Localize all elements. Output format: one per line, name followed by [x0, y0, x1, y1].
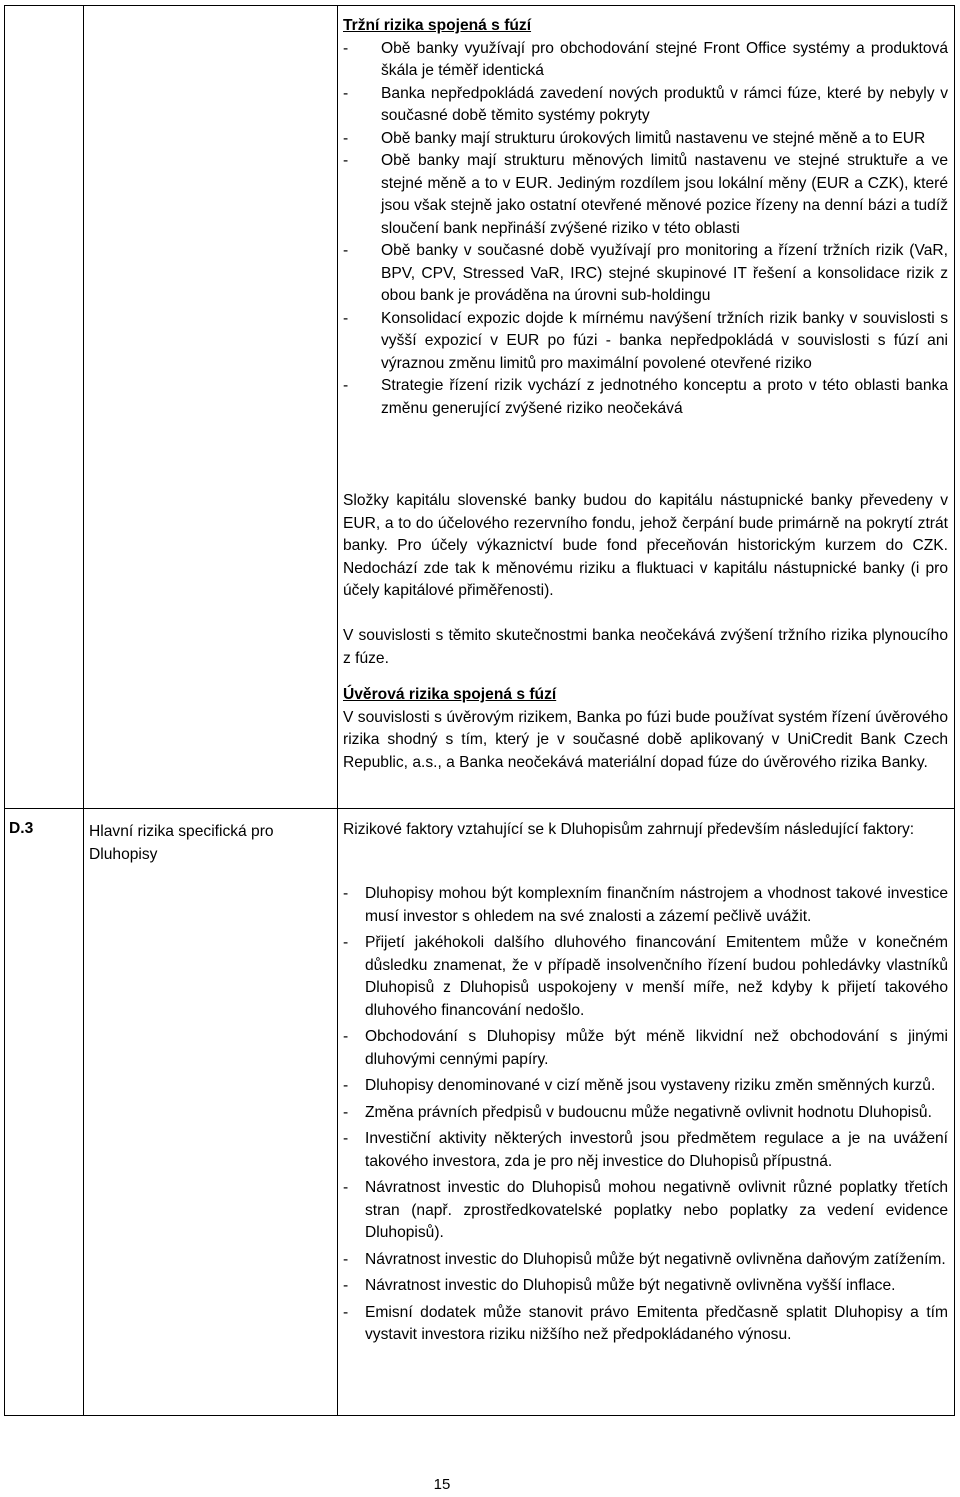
list-item: - Obě banky v současné době využívají pro monitoring a řízení tržních rizik (VaR, BPV, CPV, Stressed VaR, IRC) stejné skupinové IT řešení a konsolidace rizik z obou bank je prováděna na úrovni sub-holdingu: [343, 242, 948, 304]
capital-paragraph: Složky kapitálu slovenské banky budou do kapitálu nástupnické banky převedeny v EUR, a to do účelového rezervního fondu, jehož čerpání bude primárně na pokrytí ztrát banky. Pro účely výkaznictví bude fond přeceňován historickým kurzem do CZK. Nedochází zde tak k měnovému riziku a fluktuaci v kapitálu nástupnické banky (i pro účely kapitálové přiměřenosti).: [343, 492, 948, 599]
list-item: - Investiční aktivity některých investorů jsou předmětem regulace a je na uvážení takového investora, zda je pro něj investice do Dluhopisů přípustná.: [343, 1130, 948, 1170]
credit-risk-paragraph: V souvislosti s úvěrovým rizikem, Banka po fúzi bude používat systém řízení úvěrového rizika shodný s tím, který je v současné době aplikovaný v UniCredit Bank Czech Republic, a.s., a Banka neočekává materiální dopad fúze do úvěrového rizika Banky.: [343, 708, 948, 771]
section-title: Hlavní rizika specifická pro Dluhopisy: [89, 823, 274, 863]
list-item: - Konsolidací expozic dojde k mírnému navýšení tržních rizik banky v souvislosti s vyšší expozicí v EUR po fúzi - banka nepředpokládá v souvislosti s fúzí ani výraznou změnu limitů pro maximální povolené otevřené riziko: [343, 309, 948, 372]
list-item: - Dluhopisy mohou být komplexním finančním nástrojem a vhodnost takové investice musí investor s ohledem na své znalosti a zázemí pečlivě uvážit.: [343, 885, 948, 925]
column-divider-1: [83, 6, 84, 1415]
page-number: 15: [433, 1476, 451, 1493]
row-divider-left: [5, 808, 337, 809]
list-item: - Přijetí jakéhokoli dalšího dluhového financování Emitentem může v konečném důsledku znamenat, že v případě insolvenčního řízení budou pohledávky vlastníků Dluhopisů z Dluhopisů uspokojeny v menší míře, než kdyby k přijetí takového dluhového financování nedošlo.: [343, 934, 948, 1019]
column-divider-2: [337, 6, 338, 1415]
list-item: - Emisní dodatek může stanovit právo Emitenta předčasně splatit Dluhopisy a tím vystavit investora riziku nižšího než předpokládaného výnosu.: [343, 1303, 948, 1343]
market-risk-list: [343, 38, 948, 421]
d3-risk-list: [343, 883, 948, 1347]
list-item: - Dluhopisy denominované v cizí měně jsou vystaveny riziku změn směnných kurzů.: [343, 1077, 936, 1094]
list-item: - Banka nepředpokládá zavedení nových produktů v rámci fúze, které by nebyly v současné době těmito systémy pokryty: [343, 84, 948, 124]
market-conclusion-block: [343, 625, 948, 670]
list-item: - Obě banky mají strukturu úrokových limitů nastavenu ve stejné měně a to EUR: [343, 129, 926, 147]
list-item: - Obě banky využívají pro obchodování stejné Front Office systémy a produktová škála je téměř identická: [343, 39, 948, 79]
list-item: - Strategie řízení rizik vychází z jednotného konceptu a proto v této oblasti banka změnu generující zvýšené riziko neočekává: [343, 377, 948, 417]
list-item: - Návratnost investic do Dluhopisů může být negativně ovlivněna daňovým zatížením.: [343, 1250, 946, 1268]
d3-risks-block: [343, 883, 948, 1351]
list-item: - Změna právních předpisů v budoucnu může negativně ovlivnit hodnotu Dluhopisů.: [343, 1103, 932, 1121]
market-conclusion: V souvislosti s těmito skutečnostmi banka neočekává zvýšení tržního rizika plynoucího z fúze.: [343, 627, 948, 667]
capital-paragraph-block: [343, 490, 948, 603]
list-item: - Obě banky mají strukturu měnových limitů nastavenu ve stejné struktuře a ve stejné měně a to v EUR. Jediným rozdílem jsou lokální měny (EUR a CZK), které jsou však stejně jako ostatní otevřené měnové pozice řízeny na denní bázi a tudíž sloučení bank nepřináší zvýšené riziko v této oblasti: [343, 152, 948, 237]
market-risk-heading: Tržní rizika spojená s fúzí: [343, 17, 532, 34]
market-risk-block: [343, 15, 948, 420]
d3-intro-block: [343, 819, 948, 842]
list-item: - Návratnost investic do Dluhopisů může být negativně ovlivněna vyšší inflace.: [343, 1277, 896, 1294]
credit-risk-block: [343, 684, 948, 774]
credit-risk-heading: Úvěrová rizika spojená s fúzí: [343, 686, 557, 703]
section-code: D.3: [9, 820, 34, 837]
d3-intro: Rizikové faktory vztahující se k Dluhopisům zahrnují především následující faktory:: [343, 821, 915, 838]
list-item: - Obchodování s Dluhopisy může být méně likvidní než obchodování s jinými dluhovými cennými papíry.: [343, 1028, 948, 1068]
list-item: - Návratnost investic do Dluhopisů mohou negativně ovlivnit různé poplatky třetích stran (např. zprostředkovatelské poplatky nebo poplatky za vedení evidence Dluhopisů).: [343, 1179, 948, 1241]
row-divider-right: [337, 808, 954, 809]
